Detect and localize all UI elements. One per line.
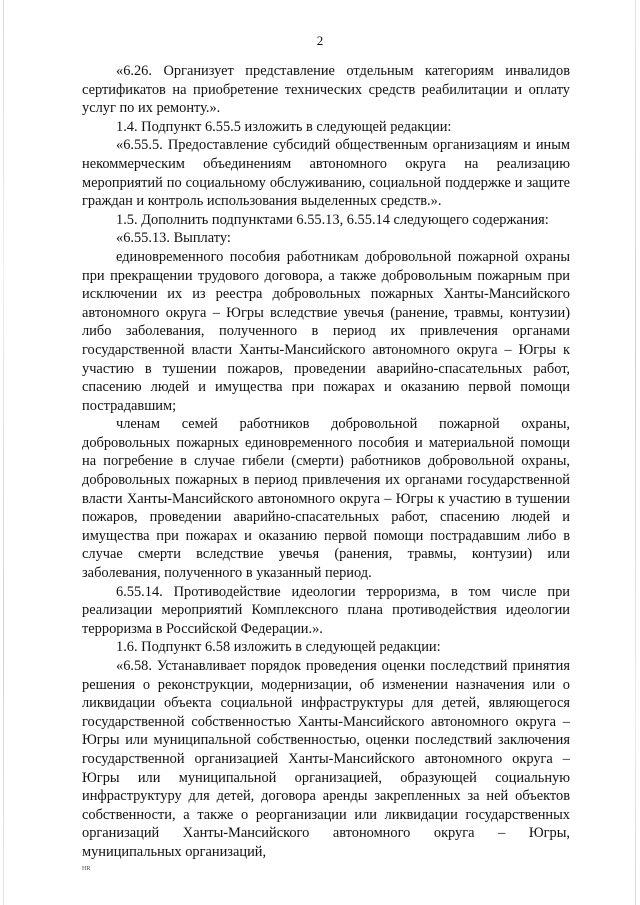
paragraph-lump-sum-benefit: единовременного пособия работникам добровольной пожарной охраны при прекращении трудового договора, а также добровольным пожарным при исключении их из реестра добровольных пожарных Ханты-Мансийского автономного округа – Югры вследствие увечья (ранение, травмы, контузии) либо заболевания, полученного в период их привлечения органами государственной власти Ханты-Мансийского автономного округа – Югры к участию в тушении пожаров, проведении аварийно-спасательных работ, спасению людей и имущества при пожарах и оказанию первой помощи пострадавшим; [82,248,570,414]
paragraph-family-members: членам семей работников добровольной пожарной охраны, добровольных пожарных единовременного пособия и материальной помощи на погребение в случае гибели (смерти) работников добровольной охраны, добровольных пожарных в период привлечения их органами государственной власти Ханты-Мансийского автономного округа – Югры к участию в тушении пожаров, проведении аварийно-спасательных работ, спасению людей и имущества при пожарах и оказанию первой помощи пострадавшим либо в случае смерти вследствие увечья (ранения, травмы, контузии) или заболевания, полученного в указанный период. [82,416,570,582]
page-number: 2 [316,33,324,48]
paragraph-6-55-14: 6.55.14. Противодействие идеологии терроризма, в том числе при реализации мероприятий Комплексного плана противодействия идеологии терроризма в Российской Федерации.». [82,583,570,637]
scan-edge-right [635,0,636,905]
paragraph-1-5: 1.5. Дополнить подпунктами 6.55.13, 6.55.14 следующего содержания: [116,211,549,228]
paragraph-1-6: 1.6. Подпункт 6.58 изложить в следующей редакции: [116,639,441,656]
scan-edge-left [3,0,4,905]
paragraph-6-58: «6.58. Устанавливает порядок проведения оценки последствий принятия решения о реконструкции, модернизации, об изменении назначения или о ликвидации объекта социальной инфраструктуры для детей, являющегося государственной собственностью Ханты-Мансийского автономного округа – Югры или муниципальной собственностью, оценки последствий заключения государственной организацией Ханты-Мансийского автономного округа – Югры или муниципальной организацией, образующей социальную инфраструктуру для детей, договора аренды закрепленных за ней объектов собственности, а также о реорганизации или ликвидации государственных организаций Ханты-Мансийского автономного округа – Югры, муниципальных организаций, [82,658,570,860]
paragraph-6-26: «6.26. Организует представление отдельным категориям инвалидов сертификатов на приобретение технических средств реабилитации и оплату услуг по их ремонту.». [82,63,570,117]
paragraph-6-55-5: «6.55.5. Предоставление субсидий общественным организациям и иным некоммерческим объединениям автономного округа на реализацию мероприятий по социальному обслуживанию, социальной поддержке и защите граждан и контроль использования выделенных средств.». [82,137,570,210]
paragraph-1-4: 1.4. Подпункт 6.55.5 изложить в следующей редакции: [116,118,452,135]
document-body [82,62,570,862]
footer-mark: HR [82,866,91,872]
paragraph-6-55-13-heading: «6.55.13. Выплату: [116,230,231,247]
